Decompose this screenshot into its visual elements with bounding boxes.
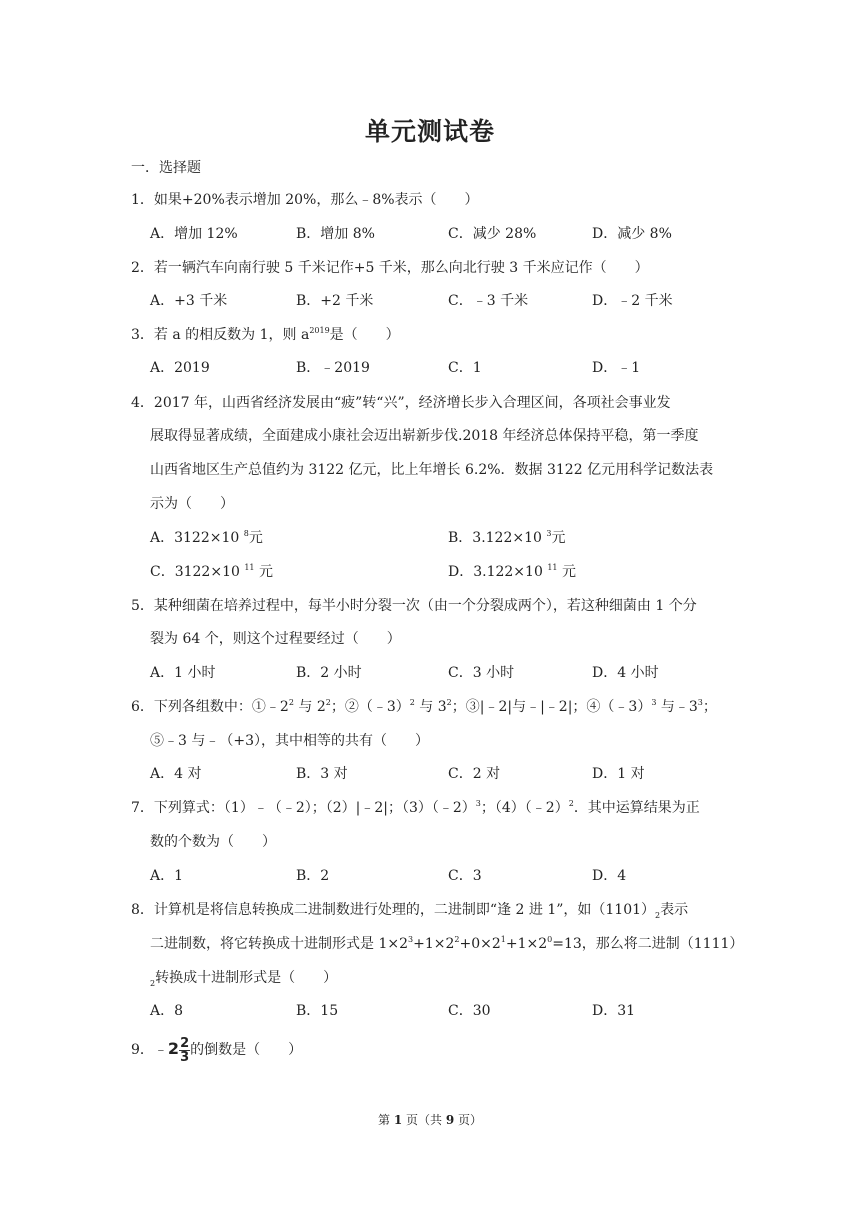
question-7-stem-line-2: 数的个数为（ ） (150, 834, 276, 850)
question-4-stem-line-3: 山西省地区生产总值约为 3122 亿元，比上年增长 6.2%．数据 3122 亿元用科学记数法表 (150, 462, 714, 478)
question-8-option-c: C．30 (448, 1003, 491, 1019)
question-9-stem: 9．﹣2 $\frac{2}{3}$ 的倒数是（ ） (131, 1035, 303, 1065)
question-5-option-c: C．3 小时 (448, 665, 515, 681)
page-title: 单元测试卷 (364, 117, 495, 146)
question-7-option-a: A．1 (150, 868, 184, 884)
question-8-option-a: A．8 (150, 1003, 184, 1019)
question-7-option-c: C．3 (448, 868, 482, 884)
question-3-stem: 3．若 a 的相反数为 1，则 $a^{2019}$是（ ） (131, 326, 400, 343)
question-1-option-d: D．减少 8% (592, 226, 672, 242)
question-3-option-c: C．1 (448, 360, 482, 376)
question-6-option-c: C．2 对 (448, 766, 501, 782)
question-6-stem-line-2: ⑤﹣3 与﹣（+3），其中相等的共有（ ） (150, 733, 429, 749)
question-5-stem-line-2: 裂为 64 个，则这个过程要经过（ ） (150, 631, 401, 647)
question-4-option-b: B．3.122×10 $^3$元 (448, 529, 566, 546)
question-5-option-b: B．2 小时 (296, 665, 362, 681)
question-4-stem-line-2: 展取得显著成绩，全面建成小康社会迈出崭新步伐.2018 年经济总体保持平稳，第一季度 (150, 428, 699, 444)
question-3-option-b: B．﹣2019 (296, 360, 370, 376)
question-5-stem-line-1: 5．某种细菌在培养过程中，每半小时分裂一次（由一个分裂成两个），若这种细菌由 1 个分 (131, 598, 697, 614)
question-2-option-c: C．﹣3 千米 (448, 293, 529, 309)
question-2-option-a: A．+3 千米 (150, 293, 228, 309)
question-1-stem: 1．如果+20%表示增加 20%，那么﹣8%表示（ ） (131, 192, 479, 208)
question-2-option-b: B．+2 千米 (296, 293, 374, 309)
question-8-stem-line-3: $_2$转换成十进制形式是（ ） (150, 970, 338, 988)
question-1-option-a: A．增加 12% (150, 226, 238, 242)
question-8-option-d: D．31 (592, 1003, 636, 1019)
question-4-option-c: C．3122×10 $^{11}$ 元 (150, 563, 273, 580)
mixed-number-whole: 2 (167, 1039, 180, 1058)
question-1-option-b: B．增加 8% (296, 226, 375, 242)
question-8-option-b: B．15 (296, 1003, 339, 1019)
question-6-option-a: A．4 对 (150, 766, 202, 782)
section-heading: 一．选择题 (131, 160, 201, 176)
question-7-option-d: D．4 (592, 868, 627, 884)
question-5-option-a: A．1 小时 (150, 665, 216, 681)
question-1-option-c: C．减少 28% (448, 226, 537, 242)
question-2-stem: 2．若一辆汽车向南行驶 5 千米记作+5 千米，那么向北行驶 3 千米应记作（ ） (131, 260, 649, 276)
question-6-stem-line-1: 6．下列各组数中：$①﹣2^2$ 与 $2^2$；②（﹣3）$^2$ 与 $3^2$；③|﹣2|与﹣|﹣2|；④（﹣3）$^3$ 与$﹣3^3$； (131, 698, 717, 715)
question-5-option-d: D．4 小时 (592, 665, 659, 681)
question-4-stem-line-4: 示为（ ） (150, 496, 234, 512)
page-footer: 第 1 页（共 9 页） (377, 1113, 482, 1127)
question-4-option-a: A．3122×10 $^8$元 (150, 529, 263, 546)
question-8-stem-line-2: 二进制数，将它转换成十进制形式是 $1\times 2^3+1\times 2^2+0\times 2^1+1\times 2^0=13$，那么将二进制（1111） (150, 935, 744, 952)
question-3-option-d: D．﹣1 (592, 360, 641, 376)
fraction: $\frac{2}{3}$ (180, 1035, 190, 1065)
question-7-stem-line-1: 7．下列算式：（1）﹣（﹣2）；（2）|﹣2|；（3）（﹣2）$^3$；（4）（﹣2）$^2$．其中运算结果为正 (131, 799, 700, 816)
question-4-stem-line-1: 4．2017 年，山西省经济发展由“疲”转“兴”，经济增长步入合理区间，各项社会事业发 (131, 395, 671, 411)
question-8-stem-line-1: 8．计算机是将信息转换成二进制数进行处理的，二进制即“逢 2 进 1”，如$(1101)_2$表示 (131, 902, 689, 920)
question-2-option-d: D．﹣2 千米 (592, 293, 673, 309)
question-7-option-b: B．2 (296, 868, 330, 884)
question-6-option-d: D．1 对 (592, 766, 645, 782)
question-3-option-a: A．2019 (150, 360, 210, 376)
question-4-option-d: D．3.122×10 $^{11}$ 元 (448, 563, 576, 580)
question-6-option-b: B．3 对 (296, 766, 348, 782)
